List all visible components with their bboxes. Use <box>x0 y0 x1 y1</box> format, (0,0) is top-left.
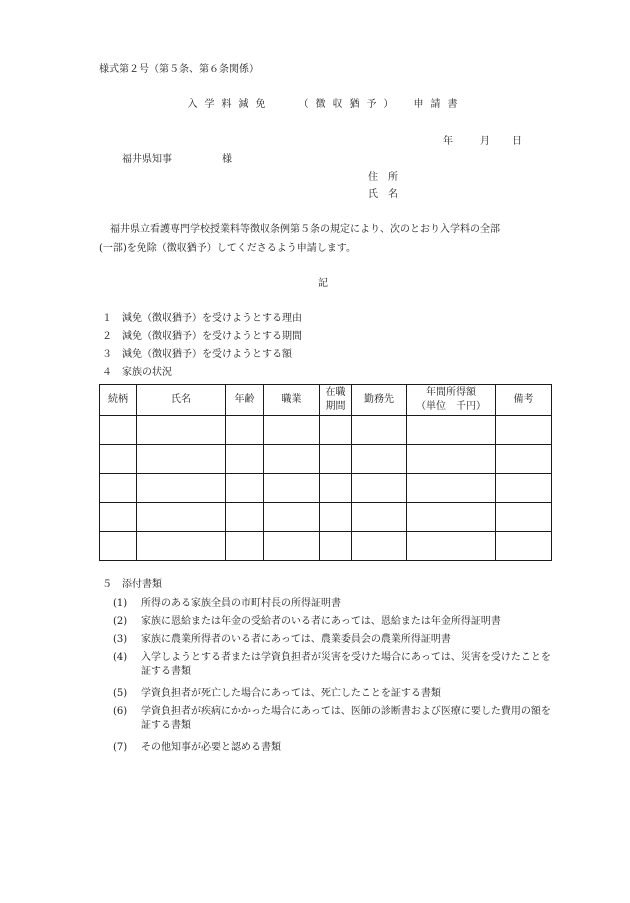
table-header-row <box>100 385 552 416</box>
table-cell[interactable] <box>226 445 264 474</box>
attachment-3-num: (3) <box>113 634 128 645</box>
table-cell[interactable] <box>496 416 552 445</box>
table-row <box>100 445 552 474</box>
table-cell[interactable] <box>137 445 226 474</box>
item-3-text: 減免（徴収猶予）を受けようとする額 <box>122 349 292 360</box>
item-4-text: 家族の状況 <box>122 367 172 378</box>
table-row <box>100 416 552 445</box>
table-cell[interactable] <box>407 445 496 474</box>
table-cell[interactable] <box>407 416 496 445</box>
table-cell[interactable] <box>352 445 407 474</box>
addressee-honorific: 様 <box>222 154 232 165</box>
table-cell[interactable] <box>100 474 137 503</box>
table-cell[interactable] <box>352 503 407 532</box>
table-cell[interactable] <box>100 445 137 474</box>
table-cell[interactable] <box>320 532 352 561</box>
header-remarks: 備考 <box>496 385 552 416</box>
attachment-4 <box>113 651 553 679</box>
table-cell[interactable] <box>226 416 264 445</box>
table-cell[interactable] <box>137 474 226 503</box>
table-cell[interactable] <box>320 416 352 445</box>
table-cell[interactable] <box>137 532 226 561</box>
table-cell[interactable] <box>264 532 320 561</box>
item-1-num: １ <box>102 313 112 324</box>
table-cell[interactable] <box>100 503 137 532</box>
table-cell[interactable] <box>264 445 320 474</box>
table-cell[interactable] <box>320 474 352 503</box>
attachment-7-text: その他知事が必要と認める書類 <box>141 742 281 753</box>
table-cell[interactable] <box>320 503 352 532</box>
table-cell[interactable] <box>496 445 552 474</box>
header-tenure: 在職 期間 <box>320 385 352 416</box>
attachment-7-num: (7) <box>113 742 128 753</box>
item-2-text: 減免（徴収猶予）を受けようとする期間 <box>122 331 302 342</box>
table-cell[interactable] <box>226 474 264 503</box>
item-3-num: ３ <box>102 349 112 360</box>
attachment-6-text: 学資負担者が疾病にかかった場合にあっては、医師の診断書および医療に要した費用の額を証する書類 <box>141 706 551 731</box>
attachment-4-text: 入学しようとする者または学資負担者が災害を受けた場合にあっては、災害を受けたことを証する書類 <box>141 652 551 677</box>
table-cell[interactable] <box>137 503 226 532</box>
attachment-4-num: (4) <box>113 652 128 663</box>
table-cell[interactable] <box>407 503 496 532</box>
table-cell[interactable] <box>320 445 352 474</box>
table-cell[interactable] <box>496 503 552 532</box>
table-cell[interactable] <box>407 532 496 561</box>
table-cell[interactable] <box>264 474 320 503</box>
table-cell[interactable] <box>264 416 320 445</box>
table-row <box>100 532 552 561</box>
table-cell[interactable] <box>352 532 407 561</box>
body-text-line-2: (一部)を免除（徴収猶予）してくださるよう申請します。 <box>99 243 357 254</box>
family-table <box>99 384 552 561</box>
table-row <box>100 474 552 503</box>
attachment-1-text: 所得のある家族全員の市町村長の所得証明書 <box>141 598 341 609</box>
attachment-2-text: 家族に恩給または年金の受給者のいる者にあっては、恩給または年金所得証明書 <box>141 616 501 627</box>
item-4-num: ４ <box>102 367 112 378</box>
header-annual-income: 年間所得額 （単位 千円） <box>407 385 496 416</box>
date-day-label: 日 <box>512 136 522 147</box>
item-1-text: 減免（徴収猶予）を受けようとする理由 <box>122 313 302 324</box>
addressee-name: 福井県知事 <box>122 154 172 165</box>
item-2-num: ２ <box>102 331 112 342</box>
attachments-heading: ５ 添付書類 <box>102 579 162 590</box>
table-cell[interactable] <box>100 532 137 561</box>
table-cell[interactable] <box>496 474 552 503</box>
document-title: 入 学 料 減 免 （ 徴 収 猶 予 ） 申 請 書 <box>187 99 458 110</box>
header-workplace: 勤務先 <box>352 385 407 416</box>
table-cell[interactable] <box>100 416 137 445</box>
table-cell[interactable] <box>496 532 552 561</box>
header-name: 氏名 <box>137 385 226 416</box>
table-row <box>100 503 552 532</box>
name-label: 氏 名 <box>368 189 398 200</box>
table-cell[interactable] <box>137 416 226 445</box>
attachment-5-text: 学資負担者が死亡した場合にあっては、死亡したことを証する書類 <box>141 688 441 699</box>
attachment-1-num: (1) <box>113 598 128 609</box>
attachment-6 <box>113 705 553 733</box>
body-text-line-1: 福井県立看護専門学校授業料等徴収条例第５条の規定により、次のとおり入学料の全部 <box>110 224 500 235</box>
table-cell[interactable] <box>264 503 320 532</box>
attachment-3-text: 家族に農業所得者のいる者にあっては、農業委員会の農業所得証明書 <box>141 634 451 645</box>
date-year-label: 年 <box>443 136 453 147</box>
table-cell[interactable] <box>407 474 496 503</box>
table-cell[interactable] <box>352 474 407 503</box>
header-relation: 続柄 <box>100 385 137 416</box>
attachment-2-num: (2) <box>113 616 128 627</box>
form-number: 様式第２号（第５条、第６条関係） <box>99 64 259 75</box>
table-cell[interactable] <box>352 416 407 445</box>
table-cell[interactable] <box>226 503 264 532</box>
attachment-5-num: (5) <box>113 688 128 699</box>
attachment-6-num: (6) <box>113 706 128 717</box>
table-cell[interactable] <box>226 532 264 561</box>
header-age: 年齢 <box>226 385 264 416</box>
header-occupation: 職業 <box>264 385 320 416</box>
ki-heading: 記 <box>318 278 328 289</box>
date-month-label: 月 <box>480 136 490 147</box>
address-label: 住 所 <box>368 172 398 183</box>
